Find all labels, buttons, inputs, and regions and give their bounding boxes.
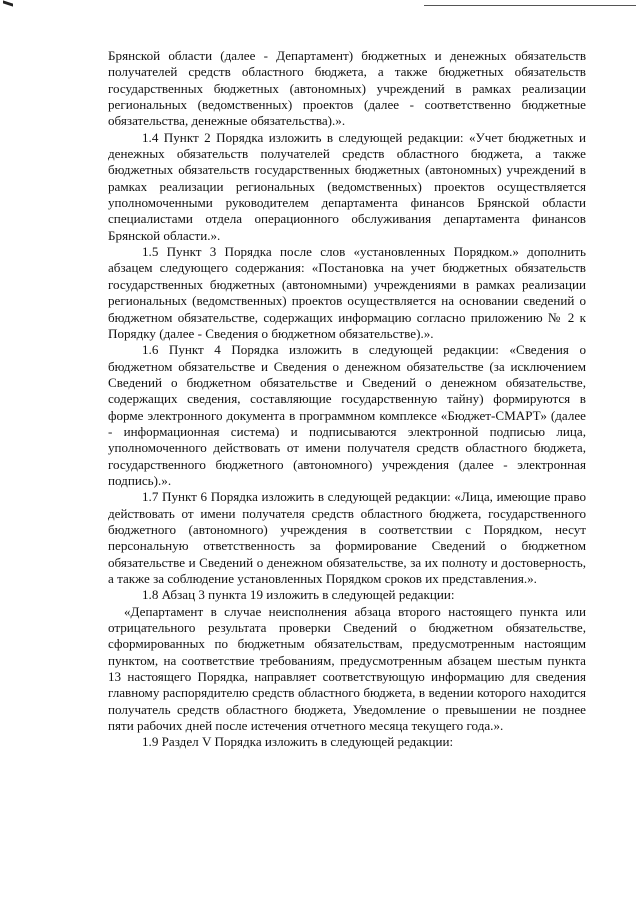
paragraph-1-9: 1.9 Раздел V Порядка изложить в следующей редакции: [142, 734, 454, 750]
paragraph-intro-continuation: Брянской области (далее - Департамент) бюджетных и денежных обязательств получателей средств областного бюджета, а также бюджетных обязательств государственных бюджетных (автономных) учреждений в рамках реализации региональных (ведомственных) проектов (далее - соответственно бюджетные обязательства, денежные обязательства).». [108, 48, 586, 129]
scan-corner-mark [3, 0, 13, 18]
paragraph-1-6: 1.6 Пункт 4 Порядка изложить в следующей редакции: «Сведения о бюджетном обязательстве и Сведения о денежном обязательстве (за исключением Сведений о бюджетном обязательстве и Сведений о денежном обязательстве, содержащих сведения, составляющие государственную тайну) формируются в форме электронного документа в программном комплексе «Бюджет-СМАРТ» (далее - информационная система) и подписываются электронной подписью лица, уполномоченного действовать от имени получателя средств областного бюджета, государственного бюджетного (автономного) учреждения (далее - электронная подпись).». [108, 342, 586, 488]
paragraph-1-8: 1.8 Абзац 3 пункта 19 изложить в следующей редакции: [142, 587, 455, 603]
scan-edge-line [424, 5, 636, 6]
document-body [108, 48, 586, 751]
paragraph-1-5: 1.5 Пункт 3 Порядка после слов «установленных Порядком.» дополнить абзацем следующего содержания: «Постановка на учет бюджетных обязательств государственных бюджетных (автономными) учреждениями в рамках реализации региональных (ведомственных) проектов осуществляется на основании сведений о бюджетном обязательстве, содержащих информацию согласно приложению № 2 к Порядку (далее - Сведения о бюджетном обязательстве).». [108, 244, 586, 341]
paragraph-1-7: 1.7 Пункт 6 Порядка изложить в следующей редакции: «Лица, имеющие право действовать от имени получателя средств областного бюджета, государственного бюджетного (автономного) учреждения в соответствии с Порядком, несут персональную ответственность за формирование Сведений о бюджетном обязательстве и Сведений о денежном обязательстве, за их полноту и достоверность, а также за соблюдение установленных Порядком сроков их представления.». [108, 489, 586, 586]
paragraph-1-8-quote: «Департамент в случае неисполнения абзаца второго настоящего пункта или отрицательного результата проверки Сведений о бюджетном обязательстве, сформированных по бюджетным обязательствам, предусмотренным настоящим пунктом, на соответствие требованиям, предусмотренным абзацем шестым пункта 13 настоящего Порядка, направляет соответствующую информацию для сведения главному распорядителю средств областного бюджета, в ведении которого находится получатель средств областного бюджета, Уведомление о превышении не позднее пяти рабочих дней после истечения отчетного месяца текущего года.». [108, 603, 586, 734]
paragraph-1-4: 1.4 Пункт 2 Порядка изложить в следующей редакции: «Учет бюджетных и денежных обязательств получателей средств областного бюджета, а также бюджетных обязательств государственных бюджетных (автономных) учреждений в рамках реализации региональных (ведомственных) проектов осуществляется уполномоченными руководителем департамента финансов Брянской области специалистами отдела операционного обслуживания департамента финансов Брянской области.». [108, 129, 586, 243]
